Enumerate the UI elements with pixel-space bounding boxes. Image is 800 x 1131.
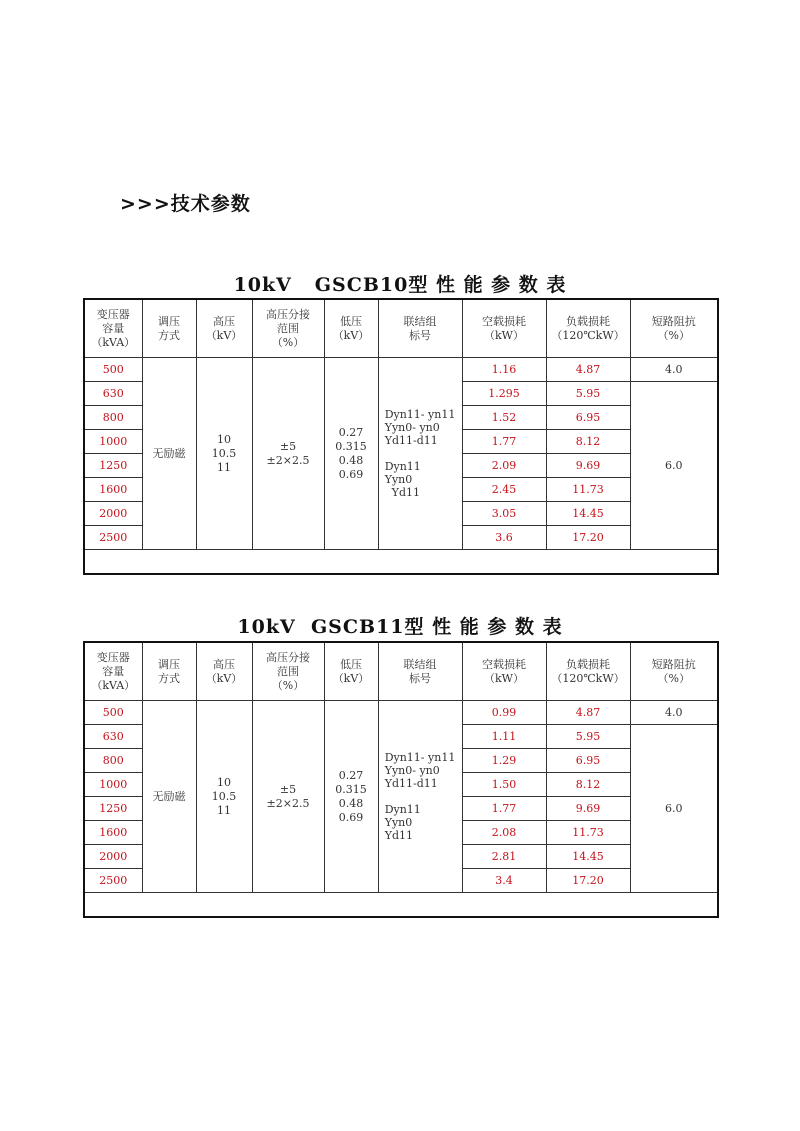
- no-load-loss-cell: 3.6: [462, 526, 546, 550]
- capacity-cell: 1600: [84, 478, 142, 502]
- empty-footer-cell: [84, 550, 718, 575]
- capacity-cell: 1000: [84, 430, 142, 454]
- lv-cell: 0.27 0.315 0.48 0.69: [324, 358, 378, 550]
- col-header-vector-group: 联结组 标号: [378, 642, 462, 701]
- vector-group-text: Dyn11- yn11 Yyn0- yn0 Yd11-d11 Dyn11 Yyn0 Yd11: [384, 750, 456, 842]
- no-load-loss-cell: 2.45: [462, 478, 546, 502]
- capacity-cell: 2500: [84, 526, 142, 550]
- col-header-vector-group: 联结组 标号: [378, 299, 462, 358]
- no-load-loss-cell: 0.99: [462, 701, 546, 725]
- impedance-cell: 4.0: [630, 358, 718, 382]
- impedance-cell: 6.0: [630, 725, 718, 893]
- capacity-cell: 500: [84, 358, 142, 382]
- capacity-cell: 1600: [84, 821, 142, 845]
- load-loss-cell: 8.12: [546, 773, 630, 797]
- col-header-hv: 高压 （kV）: [196, 642, 252, 701]
- col-header-lv: 低压 （kV）: [324, 299, 378, 358]
- vector-group-text: Dyn11- yn11 Yyn0- yn0 Yd11-d11 Dyn11 Yyn0 Yd11: [384, 407, 456, 499]
- header-row: [84, 299, 718, 358]
- no-load-loss-cell: 1.50: [462, 773, 546, 797]
- no-load-loss-cell: 1.11: [462, 725, 546, 749]
- col-header-load-loss: 负载损耗 （120℃kW）: [546, 642, 630, 701]
- impedance-cell: 4.0: [630, 701, 718, 725]
- no-load-loss-cell: 1.16: [462, 358, 546, 382]
- load-loss-cell: 14.45: [546, 502, 630, 526]
- no-load-loss-cell: 1.77: [462, 430, 546, 454]
- no-load-loss-cell: 1.77: [462, 797, 546, 821]
- capacity-cell: 800: [84, 749, 142, 773]
- load-loss-cell: 9.69: [546, 797, 630, 821]
- empty-footer-row: [84, 893, 718, 918]
- col-header-no-load-loss: 空载损耗 （kW）: [462, 299, 546, 358]
- load-loss-cell: 4.87: [546, 358, 630, 382]
- empty-footer-row: [84, 550, 718, 575]
- tap-range-cell: ±5 ±2×2.5: [252, 358, 324, 550]
- col-header-capacity: 变压器 容量 （kVA）: [84, 299, 142, 358]
- no-load-loss-cell: 2.08: [462, 821, 546, 845]
- no-load-loss-cell: 1.52: [462, 406, 546, 430]
- table-title-gscb11: 10kV GSCB11型 性 能 参 数 表: [237, 616, 563, 638]
- empty-footer-cell: [84, 893, 718, 918]
- no-load-loss-cell: 1.295: [462, 382, 546, 406]
- table-title-gscb10: 10kV GSCB10型 性 能 参 数 表: [233, 274, 567, 296]
- section-heading: >>>技术参数: [120, 193, 251, 215]
- hv-cell: 10 10.5 11: [196, 358, 252, 550]
- capacity-cell: 630: [84, 382, 142, 406]
- no-load-loss-cell: 3.4: [462, 869, 546, 893]
- load-loss-cell: 14.45: [546, 845, 630, 869]
- load-loss-cell: 11.73: [546, 478, 630, 502]
- capacity-cell: 630: [84, 725, 142, 749]
- load-loss-cell: 17.20: [546, 526, 630, 550]
- load-loss-cell: 5.95: [546, 725, 630, 749]
- capacity-cell: 800: [84, 406, 142, 430]
- col-header-regulation: 调压 方式: [142, 299, 196, 358]
- lv-cell: 0.27 0.315 0.48 0.69: [324, 701, 378, 893]
- load-loss-cell: 9.69: [546, 454, 630, 478]
- impedance-cell: 6.0: [630, 382, 718, 550]
- regulation-cell: 无励磁: [142, 701, 196, 893]
- col-header-capacity: 变压器 容量 （kVA）: [84, 642, 142, 701]
- no-load-loss-cell: 1.29: [462, 749, 546, 773]
- load-loss-cell: 6.95: [546, 406, 630, 430]
- tap-range-cell: ±5 ±2×2.5: [252, 701, 324, 893]
- capacity-cell: 2500: [84, 869, 142, 893]
- capacity-cell: 2000: [84, 845, 142, 869]
- col-header-hv: 高压 （kV）: [196, 299, 252, 358]
- spec-table-gscb10: [83, 298, 719, 575]
- capacity-cell: 1250: [84, 797, 142, 821]
- col-header-impedance: 短路阻抗 （%）: [630, 299, 718, 358]
- col-header-regulation: 调压 方式: [142, 642, 196, 701]
- col-header-impedance: 短路阻抗 （%）: [630, 642, 718, 701]
- no-load-loss-cell: 2.81: [462, 845, 546, 869]
- hv-cell: 10 10.5 11: [196, 701, 252, 893]
- col-header-tap-range: 高压分接 范围 （%）: [252, 642, 324, 701]
- col-header-no-load-loss: 空载损耗 （kW）: [462, 642, 546, 701]
- no-load-loss-cell: 3.05: [462, 502, 546, 526]
- load-loss-cell: 4.87: [546, 701, 630, 725]
- col-header-lv: 低压 （kV）: [324, 642, 378, 701]
- capacity-cell: 500: [84, 701, 142, 725]
- spec-table-gscb11: [83, 641, 719, 918]
- capacity-cell: 1250: [84, 454, 142, 478]
- vector-group-cell: [378, 358, 462, 550]
- col-header-tap-range: 高压分接 范围 （%）: [252, 299, 324, 358]
- load-loss-cell: 17.20: [546, 869, 630, 893]
- col-header-load-loss: 负载损耗 （120℃kW）: [546, 299, 630, 358]
- regulation-cell: 无励磁: [142, 358, 196, 550]
- table-row: [84, 701, 718, 725]
- capacity-cell: 2000: [84, 502, 142, 526]
- header-row: [84, 642, 718, 701]
- no-load-loss-cell: 2.09: [462, 454, 546, 478]
- table-row: [84, 358, 718, 382]
- load-loss-cell: 11.73: [546, 821, 630, 845]
- capacity-cell: 1000: [84, 773, 142, 797]
- load-loss-cell: 8.12: [546, 430, 630, 454]
- load-loss-cell: 6.95: [546, 749, 630, 773]
- load-loss-cell: 5.95: [546, 382, 630, 406]
- vector-group-cell: [378, 701, 462, 893]
